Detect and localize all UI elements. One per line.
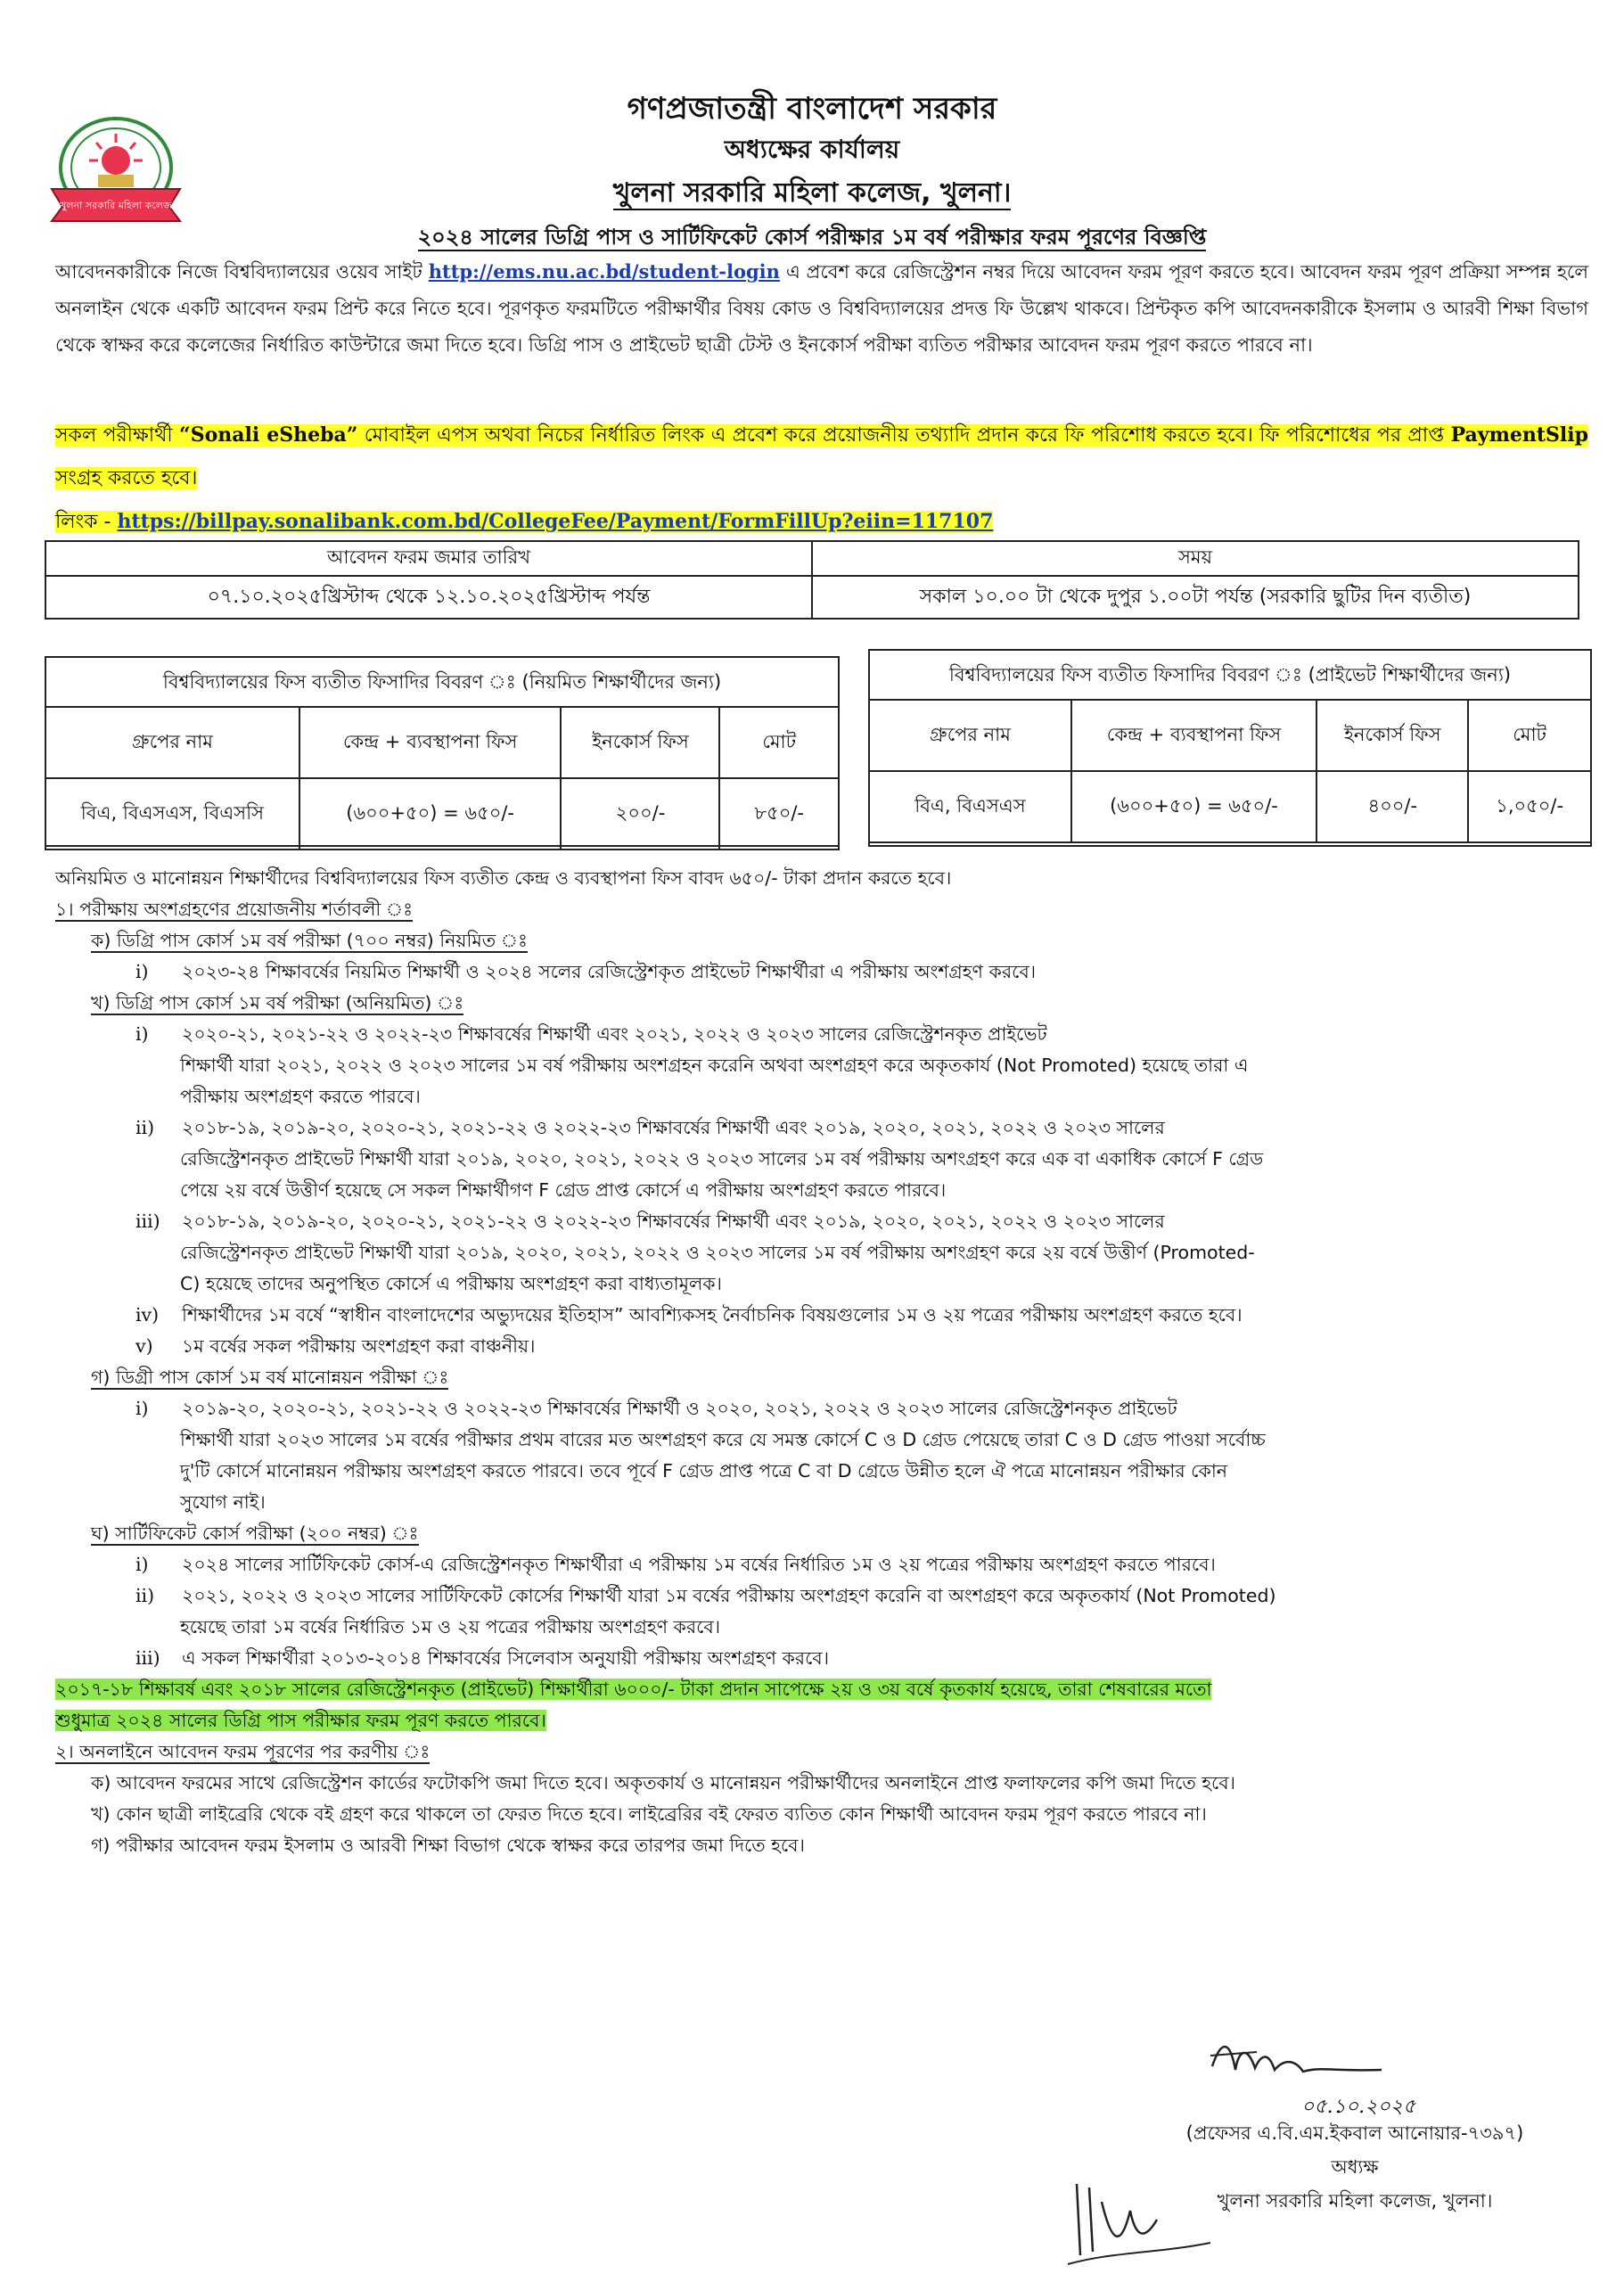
section1-title: ১। পরীক্ষায় অংশগ্রহণের প্রয়োজনীয় শর্তাবলী ঃ	[55, 899, 414, 920]
section1-d-title: ঘ) সার্টিফিকেট কোর্স পরীক্ষা (২০০ নম্বর) ঃ	[91, 1523, 419, 1544]
handwritten-initials	[1059, 2166, 1219, 2273]
list-item: গ) পরীক্ষার আবেদন ফরম ইসলাম ও আরবী শিক্ষা বিভাগ থেকে স্বাক্ষর করে তারপর জমা দিতে হবে।	[91, 1835, 805, 1856]
section1-b-title: খ) ডিগ্রি পাস কোর্স ১ম বর্ষ পরীক্ষা (অনিয়মিত) ঃ	[91, 992, 464, 1014]
table-row: বিএ, বিএসএস, বিএসসি (৬০০+৫০) = ৬৫০/- ২০০/- ৮৫০/-	[45, 778, 839, 850]
regular-fee-caption: বিশ্ববিদ্যালয়ের ফিস ব্যতীত ফিসাদির বিবরণ ঃ (নিয়মিত শিক্ষার্থীদের জন্য)	[46, 658, 838, 708]
signatory-institution: খুলনা সরকারি মহিলা কলেজ, খুলনা।	[1217, 2190, 1493, 2212]
date-column-header: আবেদন ফরম জমার তারিখ	[45, 541, 812, 576]
payment-notice: সকল পরীক্ষার্থী “Sonali eSheba” মোবাইল এপস অথবা নিচের নির্ধারিত লিংক এ প্রবেশ করে প্রয়োজনীয় তথ্যাদি প্রদান করে ফি পরিশোধ করতে হবে। ফি পরিশোধের পর প্রাপ্ত PaymentSlip সংগ্রহ করতে হবে। লিংক - https://billpay.sonalibank.com.bd/CollegeFee/Payment/FormFillUp?eiin=117107	[55, 423, 1588, 533]
list-item: i) ২০২৪ সালের সার্টিফিকেট কোর্স-এ রেজিস্ট্রেশনকৃত শিক্ষার্থীরা এ পরীক্ষায় ১ম বর্ষের নির্ধারিত ১ম ও ২য় পত্রের পরীক্ষায় অংশগ্রহণ করতে পারবে।	[135, 1554, 1216, 1575]
list-item: iii) এ সকল শিক্ষার্থীরা ২০১৩-২০১৪ শিক্ষাবর্ষের সিলেবাস অনুযায়ী পরীক্ষায় অংশগ্রহণ করবে।	[135, 1647, 830, 1669]
signature-date: ০৫.১০.২০২৫	[1301, 2096, 1416, 2118]
list-item: খ) কোন ছাত্রী লাইব্রেরি থেকে বই গ্রহণ করে থাকলে তা ফেরত দিতে হবে। লাইব্রেরির বই ফেরত ব্যতিত কোন শিক্ষার্থী আবেদন ফরম পূরণ করতে পারবে না।	[91, 1803, 1207, 1825]
signatory-name: (প্রফেসর এ.বি.এম.ইকবাল আনোয়ার-৭৩৯৭)	[1185, 2122, 1524, 2144]
highlighted-note: ২০১৭-১৮ শিক্ষাবর্ষ এবং ২০১৮ সালের রেজিস্ট্রেশনকৃত (প্রাইভেট) শিক্ষার্থীরা ৬০০০/- টাকা প্রদান সাপেক্ষে ২য় ও ৩য় বর্ষে কৃতকার্য হয়েছে, তারা শেষবারের মতো	[55, 1679, 1212, 1700]
svg-text:খুলনা সরকারি মহিলা কলেজ: খুলনা সরকারি মহিলা কলেজ	[60, 200, 172, 211]
office-title: অধ্যক্ষের কার্যালয়	[724, 135, 900, 164]
submission-date-table	[45, 540, 1579, 620]
list-item: ক) আবেদন ফরমের সাথে রেজিস্ট্রেশন কার্ডের ফটোকপি জমা দিতে হবে। অকৃতকার্য ও মানোন্নয়ন পরীক্ষার্থীদের অনলাইনে প্রাপ্ত ফলাফলের কপি জমা দিতে হবে।	[91, 1772, 1236, 1794]
section1-a-title: ক) ডিগ্রি পাস কোর্স ১ম বর্ষ পরীক্ষা (৭০০ নম্বর) নিয়মিত ঃ	[91, 930, 528, 951]
college-title: খুলনা সরকারি মহিলা কলেজ, খুলনা।	[612, 177, 1012, 209]
date-range-value: ০৭.১০.২০২৫খ্রিস্টাব্দ থেকে ১২.১০.২০২৫খ্রিস্টাব্দ পর্যন্ত	[45, 576, 812, 619]
list-item: iv) শিক্ষার্থীদের ১ম বর্ষে “স্বাধীন বাংলাদেশের অভ্যুদয়ের ইতিহাস” আবশ্যিকসহ নৈর্বাচনিক বিষয়গুলোর ১ম ও ২য় পত্রের পরীক্ষায় অংশগ্রহণ করতে হবে।	[135, 1304, 1243, 1326]
time-column-header: সময়	[812, 541, 1579, 576]
time-range-value: সকাল ১০.০০ টা থেকে দুপুর ১.০০টা পর্যন্ত (সরকারি ছুটির দিন ব্যতীত)	[812, 576, 1579, 619]
list-item: ii) ২০২১, ২০২২ ও ২০২৩ সালের সার্টিফিকেট কোর্সের শিক্ষার্থী যারা ১ম বর্ষের পরীক্ষায় অংশগ্রহণ করেনি বা অংশগ্রহণ করে অকৃতকার্য (Not Promoted)	[135, 1585, 1276, 1606]
list-item: i) ২০২০-২১, ২০২১-২২ ও ২০২২-২৩ শিক্ষাবর্ষের শিক্ষার্থী এবং ২০২১, ২০২২ ও ২০২৩ সালের রেজিস্ট্রেশনকৃত প্রাইভেট	[135, 1023, 1047, 1045]
private-fee-table: বিশ্ববিদ্যালয়ের ফিস ব্যতীত ফিসাদির বিবরণ ঃ (প্রাইভেট শিক্ষার্থীদের জন্য) গ্রুপের নাম কেন্দ্র + ব্যবস্থাপনা ফিস ইনকোর্স ফিস মোট বিএ, বিএসএস (৬০০+৫০) = ৬৫০/- ৪০০/- ১,০৫০/-	[868, 649, 1592, 847]
ems-login-link[interactable]: http://ems.nu.ac.bd/student-login	[428, 260, 780, 283]
signatory-designation: অধ্যক্ষ	[1331, 2156, 1379, 2178]
section1-c-title: গ) ডিগ্রী পাস কোর্স ১ম বর্ষ মানোন্নয়ন পরীক্ষা ঃ	[91, 1367, 449, 1388]
irregular-note: অনিয়মিত ও মানোন্নয়ন শিক্ষার্থীদের বিশ্ববিদ্যালয়ের ফিস ব্যতীত কেন্দ্র ও ব্যবস্থাপনা ফিস বাবদ ৬৫০/- টাকা প্রদান করতে হবে।	[55, 867, 952, 889]
section2-title: ২। অনলাইনে আবেদন ফরম পূরণের পর করণীয় ঃ	[55, 1741, 431, 1762]
intro-paragraph: আবেদনকারীকে নিজে বিশ্ববিদ্যালয়ের ওয়েব সাইট http://ems.nu.ac.bd/student-login এ প্রবেশ করে রেজিস্ট্রেশন নম্বর দিয়ে আবেদন ফরম পূরণ করতে হবে। আবেদন ফরম পূরণ প্রক্রিয়া সম্পন্ন হলে অনলাইন থেকে একটি আবেদন ফরম প্রিন্ট করে নিতে হবে। পূরণকৃত ফরমটিতে পরীক্ষার্থীর বিষয় কোড ও বিশ্ববিদ্যালয়ের প্রদত্ত ফি উল্লেখ থাকবে। প্রিন্টকৃত কপি আবেদনকারীকে ইসলাম ও আরবী শিক্ষা বিভাগ থেকে স্বাক্ষর করে কলেজের নির্ধারিত কাউন্টারে জমা দিতে হবে। ডিগ্রি পাস ও প্রাইভেট ছাত্রী টেস্ট ও ইনকোর্স পরীক্ষা ব্যতিত পরীক্ষার আবেদন ফরম পূরণ করতে পারবে না।	[55, 260, 1589, 356]
sonali-payment-link[interactable]: https://billpay.sonalibank.com.bd/CollegeFee/Payment/FormFillUp?eiin=117107	[117, 510, 994, 533]
govt-title: গণপ্রজাতন্ত্রী বাংলাদেশ সরকার	[627, 91, 997, 127]
list-item: v) ১ম বর্ষের সকল পরীক্ষায় অংশগ্রহণ করা বাঞ্চনীয়।	[135, 1335, 536, 1357]
regular-fee-table: বিশ্ববিদ্যালয়ের ফিস ব্যতীত ফিসাদির বিবরণ ঃ (নিয়মিত শিক্ষার্থীদের জন্য) গ্রুপের নাম কেন্দ্র + ব্যবস্থাপনা ফিস ইনকোর্স ফিস মোট বিএ, বিএসএস, বিএসসি (৬০০+৫০) = ৬৫০/- ২০০/- ৮৫০/-	[45, 656, 840, 847]
private-fee-caption: বিশ্ববিদ্যালয়ের ফিস ব্যতীত ফিসাদির বিবরণ ঃ (প্রাইভেট শিক্ষার্থীদের জন্য)	[870, 651, 1590, 701]
list-item: i) ২০১৯-২০, ২০২০-২১, ২০২১-২২ ও ২০২২-২৩ শিক্ষাবর্ষের শিক্ষার্থী ও ২০২০, ২০২১, ২০২২ ও ২০২৩ সালের রেজিস্ট্রেশনকৃত প্রাইভেট	[135, 1398, 1177, 1419]
conditions-body: অনিয়মিত ও মানোন্নয়ন শিক্ষার্থীদের বিশ্ববিদ্যালয়ের ফিস ব্যতীত কেন্দ্র ও ব্যবস্থাপনা ফিস বাবদ ৬৫০/- টাকা প্রদান করতে হবে। ১। পরীক্ষায় অংশগ্রহণের প্রয়োজনীয় শর্তাবলী ঃ ক) ডিগ্রি পাস কোর্স ১ম বর্ষ পরীক্ষা (৭০০ নম্বর) নিয়মিত ঃ i) ২০২৩-২৪ শিক্ষাবর্ষের নিয়মিত শিক্ষার্থী ও ২০২৪ সলের রেজিস্ট্রেশকৃত প্রাইভেট শিক্ষার্থীরা এ পরীক্ষায় অংশগ্রহণ করবে। খ) ডিগ্রি পাস কোর্স ১ম বর্ষ পরীক্ষা (অনিয়মিত) ঃ i) ২০২০-২১, ২০২১-২২ ও ২০২২-২৩ শিক্ষাবর্ষের শিক্ষার্থী এবং ২০২১, ২০২২ ও ২০২৩ সালের রেজিস্ট্রেশনকৃত প্রাইভেট শিক্ষার্থী যারা ২০২১, ২০২২ ও ২০২৩ সালের ১ম বর্ষ পরীক্ষায় অংশগ্রহন করেনি অথবা অংশগ্রহণ করে অকৃতকার্য (Not Promoted) হয়েছে তারা এ পরীক্ষায় অংশগ্রহণ করতে পারবে। ii) ২০১৮-১৯, ২০১৯-২০, ২০২০-২১, ২০২১-২২ ও ২০২২-২৩ শিক্ষাবর্ষের শিক্ষার্থী এবং ২০১৯, ২০২০, ২০২১, ২০২২ ও ২০২৩ সালের রেজিস্ট্রেশনকৃত প্রাইভেট শিক্ষার্থী যারা ২০১৯, ২০২০, ২০২১, ২০২২ ও ২০২৩ সালের ১ম বর্ষ পরীক্ষায় অশংগ্রহণ করে এক বা একাধিক কোর্সে F গ্রেড পেয়ে ২য় বর্ষে উত্তীর্ণ হয়েছে সে সকল শিক্ষার্থীগণ F গ্রেড প্রাপ্ত কোর্সে এ পরীক্ষায় অংশগ্রহণ করতে পারবে। iii) ২০১৮-১৯, ২০১৯-২০, ২০২০-২১, ২০২১-২২ ও ২০২২-২৩ শিক্ষাবর্ষের শিক্ষার্থী এবং ২০১৯, ২০২০, ২০২১, ২০২২ ও ২০২৩ সালের রেজিস্ট্রেশনকৃত প্রাইভেট শিক্ষার্থী যারা ২০১৯, ২০২০, ২০২১, ২০২২ ও ২০২৩ সালের ১ম বর্ষ পরীক্ষায় অশংগ্রহণ করে ২য় বর্ষে উত্তীর্ণ (Promoted- C) হয়েছে তাদের অনুপস্থিত কোর্সে এ পরীক্ষায় অংশগ্রহণ করা বাধ্যতামূলক। iv) শিক্ষার্থীদের ১ম বর্ষে “স্বাধীন বাংলাদেশের অভ্যুদয়ের ইতিহাস” আবশ্যিকসহ নৈর্বাচনিক বিষয়গুলোর ১ম ও ২য় পত্রের পরীক্ষায় অংশগ্রহণ করতে হবে। v) ১ম বর্ষের সকল পরীক্ষায় অংশগ্রহণ করা বাঞ্চনীয়। গ) ডিগ্রী পাস কোর্স ১ম বর্ষ মানোন্নয়ন পরীক্ষা ঃ i) ২০১৯-২০, ২০২০-২১, ২০২১-২২ ও ২০২২-২৩ শিক্ষাবর্ষের শিক্ষার্থী ও ২০২০, ২০২১, ২০২২ ও ২০২৩ সালের রেজিস্ট্রেশনকৃত প্রাইভেট শিক্ষার্থী যারা ২০২৩ সালের ১ম বর্ষের পরীক্ষার প্রথম বারের মত অংশগ্রহণ করে যে সমস্ত কোর্সে C ও D গ্রেড পেয়েছে তারা C ও D গ্রেড পাওয়া সর্বোচ্চ দু'টি কোর্সে মানোন্নয়ন পরীক্ষায় অংশগ্রহণ করতে পারবে। তবে পূর্বে F গ্রেড প্রাপ্ত পত্রে C বা D গ্রেডে উন্নীত হলে ঐ পত্রে মানোন্নয়ন পরীক্ষার কোন সুযোগ নাই। ঘ) সার্টিফিকেট কোর্স পরীক্ষা (২০০ নম্বর) ঃ i) ২০২৪ সালের সার্টিফিকেট কোর্স-এ রেজিস্ট্রেশনকৃত শিক্ষার্থীরা এ পরীক্ষায় ১ম বর্ষের নির্ধারিত ১ম ও ২য় পত্রের পরীক্ষায় অংশগ্রহণ করতে পারবে। ii) ২০২১, ২০২২ ও ২০২৩ সালের সার্টিফিকেট কোর্সের শিক্ষার্থী যারা ১ম বর্ষের পরীক্ষায় অংশগ্রহণ করেনি বা অংশগ্রহণ করে অকৃতকার্য (Not Promoted) হয়েছে তারা ১ম বর্ষের নির্ধারিত ১ম ও ২য় পত্রের পরীক্ষায় অংশগ্রহণ করবে। iii) এ সকল শিক্ষার্থীরা ২০১৩-২০১৪ শিক্ষাবর্ষের সিলেবাস অনুযায়ী পরীক্ষায় অংশগ্রহণ করবে। ২০১৭-১৮ শিক্ষাবর্ষ এবং ২০১৮ সালের রেজিস্ট্রেশনকৃত (প্রাইভেট) শিক্ষার্থীরা ৬০০০/- টাকা প্রদান সাপেক্ষে ২য় ও ৩য় বর্ষে কৃতকার্য হয়েছে, তারা শেষবারের মতো শুধুমাত্র ২০২৪ সালের ডিগ্রি পাস পরীক্ষার ফরম পূরণ করতে পারবে। ২। অনলাইনে আবেদন ফরম পূরণের পর করণীয় ঃ ক) আবেদন ফরমের সাথে রেজিস্ট্রেশন কার্ডের ফটোকপি জমা দিতে হবে। অকৃতকার্য ও মানোন্নয়ন পরীক্ষার্থীদের অনলাইনে প্রাপ্ত ফলাফলের কপি জমা দিতে হবে। খ) কোন ছাত্রী লাইব্রেরি থেকে বই গ্রহণ করে থাকলে তা ফেরত দিতে হবে। লাইব্রেরির বই ফেরত ব্যতিত কোন শিক্ষার্থী আবেদন ফরম পূরণ করতে পারবে না। গ) পরীক্ষার আবেদন ফরম ইসলাম ও আরবী শিক্ষা বিভাগ থেকে স্বাক্ষর করে তারপর জমা দিতে হবে।	[55, 858, 1593, 1861]
list-item: ii) ২০১৮-১৯, ২০১৯-২০, ২০২০-২১, ২০২১-২২ ও ২০২২-২৩ শিক্ষাবর্ষের শিক্ষার্থী এবং ২০১৯, ২০২০, ২০২১, ২০২২ ও ২০২৩ সালের	[135, 1117, 1165, 1138]
notice-subject: ২০২৪ সালের ডিগ্রি পাস ও সার্টিফিকেট কোর্স পরীক্ষার ১ম বর্ষ পরীক্ষার ফরম পূরণের বিজ্ঞপ্তি	[417, 225, 1207, 250]
list-item: iii) ২০১৮-১৯, ২০১৯-২০, ২০২০-২১, ২০২১-২২ ও ২০২২-২৩ শিক্ষাবর্ষের শিক্ষার্থী এবং ২০১৯, ২০২০, ২০২১, ২০২২ ও ২০২৩ সালের	[135, 1211, 1165, 1232]
table-row: বিএ, বিএসএস (৬০০+৫০) = ৬৫০/- ৪০০/- ১,০৫০/-	[869, 771, 1591, 842]
list-item: i) ২০২৩-২৪ শিক্ষাবর্ষের নিয়মিত শিক্ষার্থী ও ২০২৪ সলের রেজিস্ট্রেশকৃত প্রাইভেট শিক্ষার্থীরা এ পরীক্ষায় অংশগ্রহণ করবে।	[135, 961, 1037, 982]
